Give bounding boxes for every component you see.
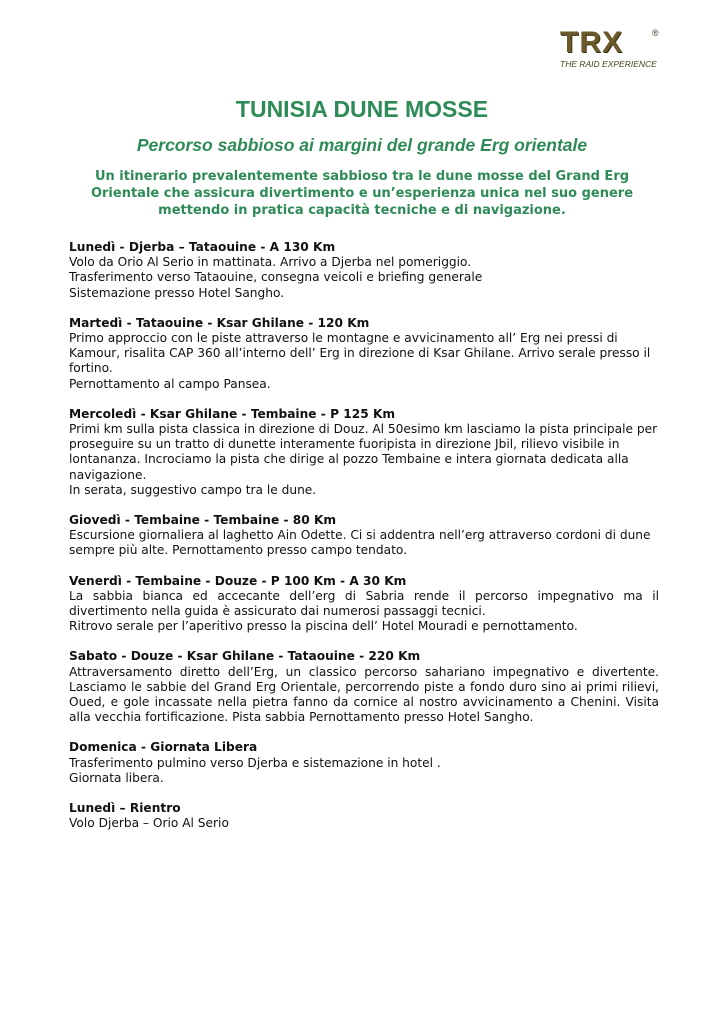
day-heading: Mercoledì - Ksar Ghilane - Tembaine - P 125 Km xyxy=(69,406,396,421)
day-text: In serata, suggestivo campo tra le dune. xyxy=(69,482,317,497)
trx-logo xyxy=(556,26,664,74)
day-text: Sistemazione presso Hotel Sangho. xyxy=(69,285,285,300)
logo-wordmark: TRX xyxy=(560,26,623,59)
itinerary xyxy=(69,240,659,847)
intro-paragraph: Un itinerario prevalentemente sabbioso tra le dune mosse del Grand Erg Orientale che assicura divertimento e un’esperienza unica nel suo genere mettendo in pratica capacità tecniche e di navigazione. xyxy=(90,169,634,218)
day-2 xyxy=(69,316,659,392)
day-heading: Venerdì - Tembaine - Douze - P 100 Km - A 30 Km xyxy=(69,573,407,588)
day-7 xyxy=(69,740,659,786)
day-3 xyxy=(69,407,659,498)
day-text: Primi km sulla pista classica in direzione di Douz. Al 50esimo km lasciamo la pista principale per proseguire su un tratto di dunette interamente fuoripista in direzione Jbil, rilievo visibile in lontananza. Incrociamo la pista che dirige al pozzo Tembaine e intera giornata dedicata alla navigazione. xyxy=(69,422,658,482)
day-heading: Sabato - Douze - Ksar Ghilane - Tataouine - 220 Km xyxy=(69,649,421,664)
day-8 xyxy=(69,801,659,831)
registered-mark: ® xyxy=(652,28,659,38)
day-text: Ritrovo serale per l’aperitivo presso la piscina dell’ Hotel Mouradi e pernottamento. xyxy=(69,619,578,634)
day-heading: Martedì - Tataouine - Ksar Ghilane - 120 Km xyxy=(69,315,370,330)
day-heading: Lunedì - Djerba – Tataouine - A 130 Km xyxy=(69,240,336,254)
day-heading: Giovedì - Tembaine - Tembaine - 80 Km xyxy=(69,513,337,528)
day-text: La sabbia bianca ed accecante dell’erg di Sabria rende il percorso impegnativo ma il divertimento nella guida è assicurato dai numerosi passaggi tecnici. xyxy=(69,588,659,619)
day-5 xyxy=(69,574,659,635)
day-text: Volo Djerba – Orio Al Serio xyxy=(69,816,229,831)
day-text: Trasferimento verso Tataouine, consegna veicoli e briefing generale xyxy=(69,270,483,285)
logo-tagline: THE RAID EXPERIENCE xyxy=(560,59,657,69)
day-text: Volo da Orio Al Serio in mattinata. Arrivo a Djerba nel pomeriggio. xyxy=(69,255,472,270)
day-text: Escursione giornaliera al laghetto Ain Odette. Ci si addentra nell’erg attraverso cordoni di dune sempre più alte. Pernottamento presso campo tendato. xyxy=(69,528,651,558)
page-subtitle: Percorso sabbioso ai margini del grande Erg orientale xyxy=(136,135,588,155)
page-title: TUNISIA DUNE MOSSE xyxy=(235,96,489,122)
day-text: Trasferimento pulmino verso Djerba e sistemazione in hotel . xyxy=(69,755,441,770)
day-6 xyxy=(69,649,659,725)
day-heading: Domenica - Giornata Libera xyxy=(69,740,258,755)
day-text: Attraversamento diretto dell’Erg, un classico percorso sahariano impegnativo e divertente. Lasciamo le sabbie del Grand Erg Orientale, percorrendo piste a fondo duro sino ai primi rilievi, Oued, e gole incassate nella pietra fanno da cornice al nostro avvicinamento a Chenini. Visita alla vecchia fortificazione. Pista sabbia Pernottamento presso Hotel Sangho. xyxy=(69,664,659,725)
day-text: Primo approccio con le piste attraverso le montagne e avvicinamento all’ Erg nei pressi di Kamour, risalita CAP 360 all’interno dell’ Erg in direzione di Ksar Ghilane. Arrivo serale presso il fortino. xyxy=(69,331,651,376)
day-text: Giornata libera. xyxy=(69,770,164,785)
day-1 xyxy=(69,240,659,301)
day-4 xyxy=(69,513,659,559)
day-text: Pernottamento al campo Pansea. xyxy=(69,376,271,391)
day-heading: Lunedì – Rientro xyxy=(69,801,181,816)
